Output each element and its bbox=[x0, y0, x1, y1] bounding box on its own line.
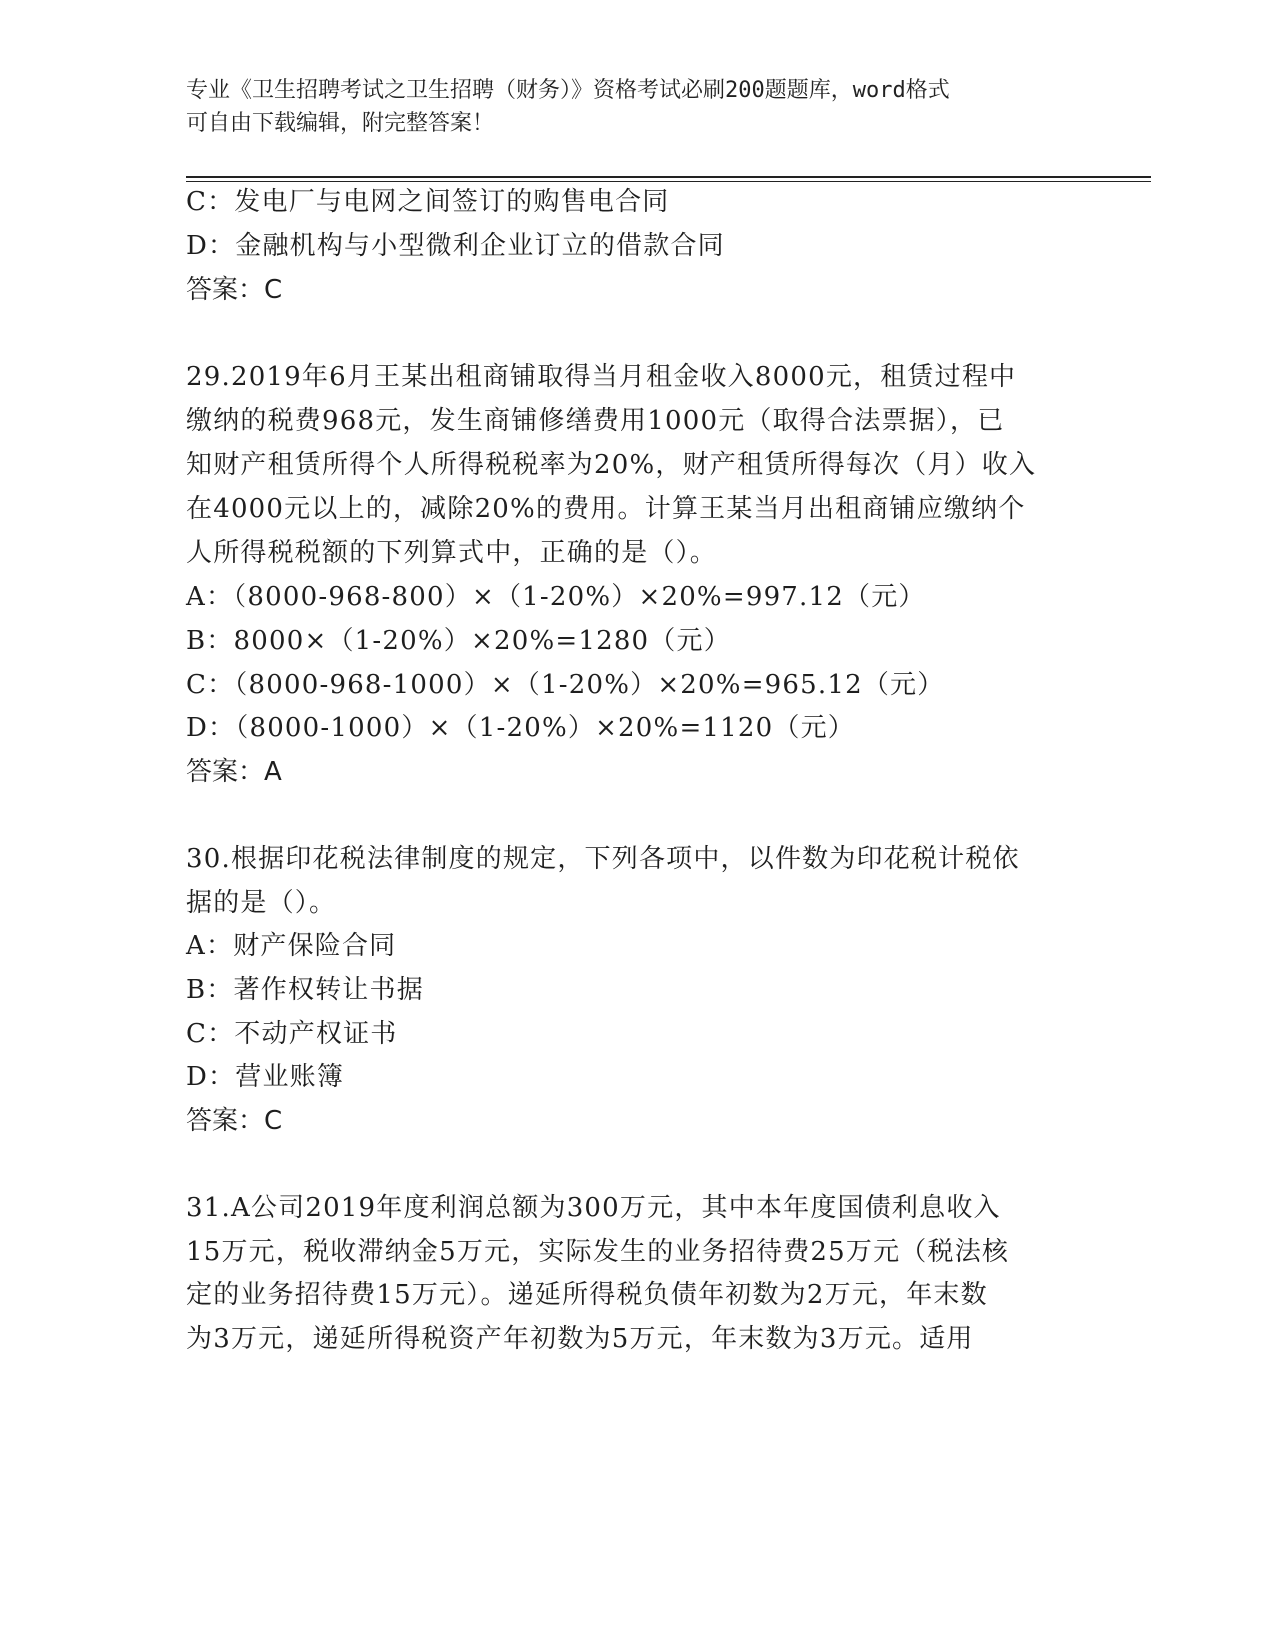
q29-line-5: 人所得税税额的下列算式中，正确的是（）。 bbox=[186, 538, 718, 568]
q28-option-c: C：发电厂与电网之间签订的购售电合同 bbox=[186, 187, 670, 217]
q29-line-4: 在4000元以上的，减除20%的费用。计算王某当月出租商铺应缴纳个 bbox=[186, 494, 1026, 524]
q28-option-d: D：金融机构与小型微利企业订立的借款合同 bbox=[186, 231, 725, 261]
q29-line-3: 知财产租赁所得个人所得税税率为20%，财产租赁所得每次（月）收入 bbox=[186, 450, 1037, 480]
q30-option-c: C：不动产权证书 bbox=[186, 1019, 398, 1049]
q31-line-3: 定的业务招待费15万元）。递延所得税负债年初数为2万元，年末数 bbox=[186, 1280, 988, 1310]
header-rule-thick bbox=[186, 176, 1151, 178]
header-line-1: 专业《卫生招聘考试之卫生招聘（财务）》资格考试必刷200题题库，word格式 bbox=[186, 78, 950, 103]
q30-answer: 答案：C bbox=[186, 1106, 283, 1136]
q29-option-d: D：（8000-1000）×（1-20%）×20%=1120（元） bbox=[186, 713, 855, 743]
q30-line-2: 据的是（）。 bbox=[186, 888, 337, 918]
header-line-2: 可自由下载编辑，附完整答案！ bbox=[186, 111, 495, 136]
q30-line-1: 30.根据印花税法律制度的规定，下列各项中，以件数为印花税计税依 bbox=[186, 844, 1020, 874]
header-rule-thin bbox=[186, 181, 1151, 182]
document-header bbox=[186, 74, 1086, 140]
q30-option-a: A：财产保险合同 bbox=[186, 931, 397, 961]
q29-option-a: A：（8000-968-800）×（1-20%）×20%=997.12（元） bbox=[186, 582, 926, 612]
q31-line-1: 31.A公司2019年度利润总额为300万元，其中本年度国债利息收入 bbox=[186, 1193, 1001, 1223]
q30-option-d: D：营业账簿 bbox=[186, 1062, 345, 1092]
q29-line-1: 29.2019年6月王某出租商铺取得当月租金收入8000元，租赁过程中 bbox=[186, 362, 1017, 392]
q29-answer: 答案：A bbox=[186, 757, 282, 787]
q28-answer: 答案：C bbox=[186, 275, 283, 305]
q29-line-2: 缴纳的税费968元，发生商铺修缮费用1000元（取得合法票据），已 bbox=[186, 406, 1005, 436]
q29-option-c: C：（8000-968-1000）×（1-20%）×20%=965.12（元） bbox=[186, 670, 945, 700]
q30-option-b: B：著作权转让书据 bbox=[186, 975, 424, 1005]
q29-option-b: B：8000×（1-20%）×20%=1280（元） bbox=[186, 626, 731, 656]
q31-line-2: 15万元，税收滞纳金5万元，实际发生的业务招待费25万元（税法核 bbox=[186, 1237, 1010, 1267]
q31-line-4: 为3万元，递延所得税资产年初数为5万元，年末数为3万元。适用 bbox=[186, 1324, 974, 1354]
